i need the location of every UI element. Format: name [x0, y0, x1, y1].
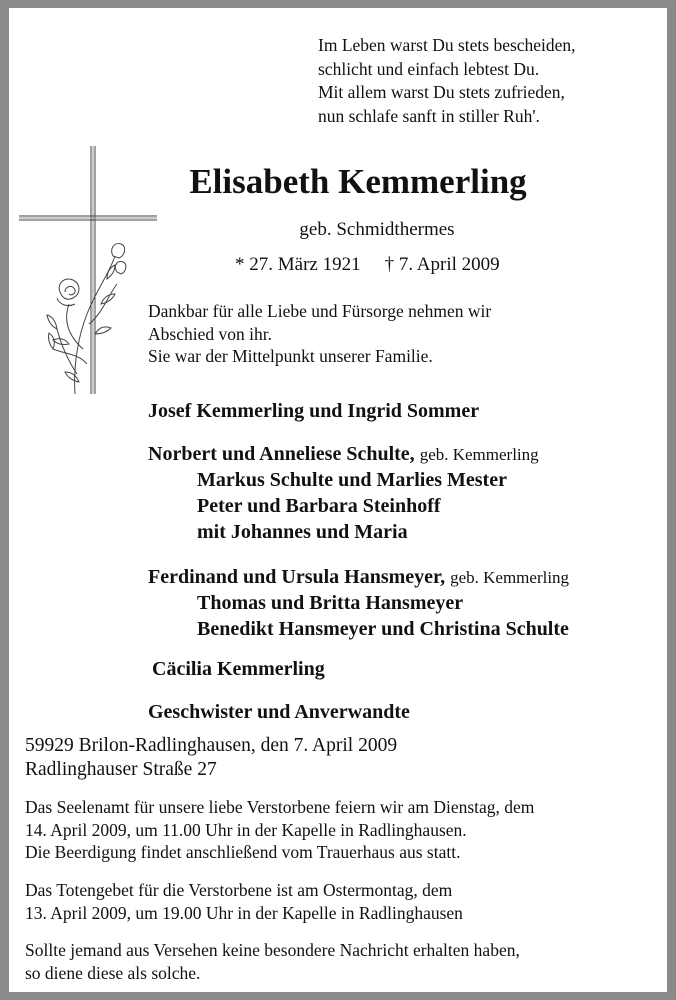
life-dates	[235, 254, 500, 276]
mourner-names: Ferdinand und Ursula Hansmeyer,	[148, 566, 446, 588]
thanks-text	[148, 300, 491, 368]
poem-line: nun schlafe sanft in stiller Ruh'.	[318, 105, 540, 126]
mourner-line	[148, 443, 539, 466]
mourner-child-line: Peter und Barbara Steinhoff	[197, 495, 441, 517]
poem-line: Mit allem warst Du stets zufrieden,	[318, 82, 565, 102]
mourner-line: Josef Kemmerling und Ingrid Sommer	[148, 400, 480, 422]
mass-line: Das Seelenamt für unsere liebe Verstorbene feiern wir am Dienstag, dem	[25, 797, 535, 817]
notice-line: Sollte jemand aus Versehen keine besondere Nachricht erhalten haben,	[25, 940, 520, 960]
mass-line: Die Beerdigung findet anschließend vom Trauerhaus aus statt.	[25, 842, 461, 862]
mourner-note: geb. Kemmerling	[450, 568, 570, 587]
thanks-line: Abschied von ihr.	[148, 323, 272, 344]
deceased-name: Elisabeth Kemmerling	[189, 162, 527, 201]
mourner-child-line: Markus Schulte und Marlies Mester	[197, 469, 507, 491]
prayer-line: 13. April 2009, um 19.00 Uhr in der Kapelle in Radlinghausen	[25, 902, 463, 923]
address-line: 59929 Brilon-Radlinghausen, den 7. April 2009	[25, 735, 398, 756]
thanks-line: Dankbar für alle Liebe und Fürsorge nehmen wir	[148, 301, 492, 321]
mourner-names: Norbert und Anneliese Schulte,	[148, 443, 415, 465]
notice-line: so diene diese als solche.	[25, 962, 201, 983]
mourner-child-line: Thomas und Britta Hansmeyer	[197, 592, 464, 614]
poem-line: Im Leben warst Du stets bescheiden,	[318, 35, 576, 55]
prayer-line: Das Totengebet für die Verstorbene ist am Ostermontag, dem	[25, 880, 453, 900]
poem-line: schlicht und einfach lebtest Du.	[318, 58, 540, 79]
mourner-line: Cäcilia Kemmerling	[152, 658, 325, 680]
address-line: Radlinghauser Straße 27	[25, 759, 217, 780]
address	[25, 734, 397, 782]
mass-line: 14. April 2009, um 11.00 Uhr in der Kapelle in Radlinghausen.	[25, 819, 467, 840]
mourner-line: Geschwister und Anverwandte	[148, 701, 410, 723]
poem	[318, 34, 576, 128]
thanks-line: Sie war der Mittelpunkt unserer Familie.	[148, 346, 433, 366]
notice	[25, 939, 520, 984]
mourner-line	[148, 566, 569, 589]
prayer-info	[25, 879, 463, 924]
mourner-child-line: Benedikt Hansmeyer und Christina Schulte	[197, 618, 569, 640]
mass-info	[25, 796, 534, 864]
death-date: † 7. April 2009	[384, 254, 500, 275]
birth-name: geb. Schmidthermes	[299, 219, 455, 240]
mourner-note: geb. Kemmerling	[419, 445, 539, 464]
mourner-child-line: mit Johannes und Maria	[197, 521, 408, 543]
birth-date: * 27. März 1921	[235, 254, 361, 275]
obituary-card	[9, 8, 667, 992]
